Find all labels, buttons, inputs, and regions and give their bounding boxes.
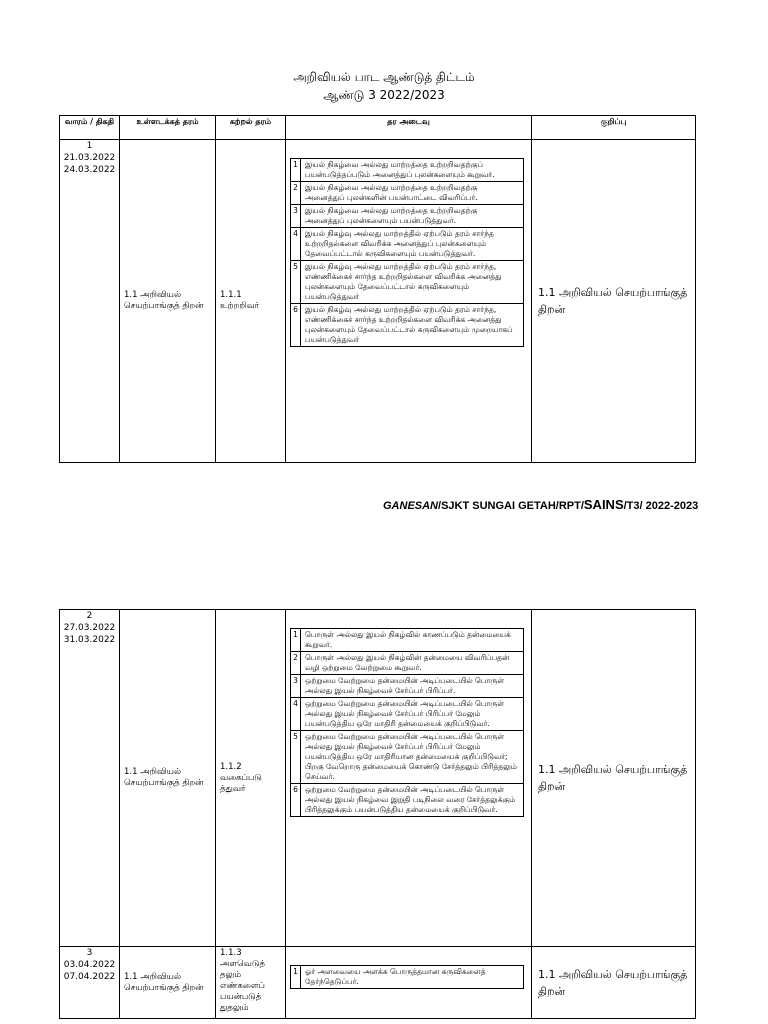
table-row <box>60 610 696 947</box>
level-number: 1 <box>291 966 301 989</box>
week-number: 2 <box>86 611 93 621</box>
level-number: 4 <box>291 228 301 261</box>
table-row <box>60 140 696 463</box>
level-description: இயல் நிகழ்வை அல்லது மாற்றத்தை உற்றறிவதற்கு அனைத்துப் புலன்களையும் பயன்படுத்துவர். <box>301 205 524 228</box>
content-standard: 1.1 அறிவியல் செயற்பாங்குத் திறன் <box>120 140 216 463</box>
footer-author: GANESAN <box>383 500 439 512</box>
level-row <box>291 966 524 989</box>
remark-cell: 1.1 அறிவியல் செயற்பாங்குத் திறன் <box>532 947 696 1019</box>
level-number: 5 <box>291 731 301 784</box>
level-description: ஒற்றுமை வேற்றுமை தன்மையின் அடிப்படையில் பொருள் அல்லது இயல் நிகழ்வைச் சேர்ப்பர் பிரிப்பர் மேலும் பயன்படுத்திய ஒரே மாதிரி தன்மையைக் குறிப்பிடுவர். <box>301 698 524 731</box>
page-title: அறிவியல் பாட ஆண்டுத் திட்டம் <box>293 70 475 84</box>
level-number: 2 <box>291 182 301 205</box>
plan-table-1 <box>59 115 696 463</box>
remark-cell: 1.1 அறிவியல் செயற்பாங்குத் திறன் <box>532 140 696 463</box>
level-number: 3 <box>291 205 301 228</box>
level-description: ஒற்றுமை வேற்றுமை தன்மையின் அடிப்படையில் பொருள் அல்லது இயல் நிகழ்வைச் சேர்ப்பர் பிரிப்பர். <box>301 675 524 698</box>
level-number: 2 <box>291 652 301 675</box>
level-row <box>291 698 524 731</box>
level-description: பொருள் அல்லது இயல் நிகழ்வின் தன்மையை விவரிப்பதன் வழி ஒற்றுமை வேற்றுமை கூறுவர். <box>301 652 524 675</box>
level-row <box>291 205 524 228</box>
level-number: 6 <box>291 304 301 347</box>
level-number: 4 <box>291 698 301 731</box>
page-subtitle: ஆண்டு 3 2022/2023 <box>323 88 445 102</box>
week-cell <box>60 947 120 1019</box>
col-header-note: குறிப்பு <box>532 116 696 140</box>
content-standard: 1.1 அறிவியல் செயற்பாங்குத் திறன் <box>120 947 216 1019</box>
level-number: 1 <box>291 159 301 182</box>
level-description: இயல் நிகழ்வை அல்லது மாற்றத்தை உற்றறிவதற்கு அனைத்துப் புலன்களின் பயன்பாட்டை விவரிப்பர். <box>301 182 524 205</box>
level-number: 6 <box>291 784 301 817</box>
col-header-level: தர அடைவு <box>286 116 532 140</box>
week-cell <box>60 610 120 947</box>
week-start-date: 03.04.2022 <box>63 960 116 970</box>
week-number: 3 <box>86 948 93 958</box>
week-end-date: 31.03.2022 <box>63 635 116 645</box>
level-description: இயல் நிகழ்வு அல்லது மாற்றத்தில் ஏற்படும் தரம் சார்ந்த, எண்ணிக்கைச் சார்ந்த உற்றறிதல்களை விவரிக்க அனைத்து புலன்களையும் தேவைப்பட்டால் கருவிகளையும் முறையாகப் பயன்படுத்துவர் <box>301 304 524 347</box>
col-header-week: வாரம் / திகதி <box>60 116 120 140</box>
level-row <box>291 304 524 347</box>
level-description: ஓர் அளவையை அளக்க பொருத்தமான கருவிகளைத் தேர்ந்தெடுப்பர். <box>301 966 524 989</box>
performance-level-cell <box>286 610 532 947</box>
level-row <box>291 159 524 182</box>
week-number: 1 <box>86 141 93 151</box>
learning-standard: 1.1.3 அளவெடுத் தலும் எண்களைப் பயன்படுத் துதலும் <box>216 947 286 1019</box>
remark-cell: 1.1 அறிவியல் செயற்பாங்குத் திறன் <box>532 610 696 947</box>
level-description: இயல் நிகழ்வு அல்லது மாற்றத்தில் ஏற்படும் தரம் சார்ந்த உற்றறிதல்களை விவரிக்க அனைத்துப் புலன்களையும் தேவைப்பட்டால் கருவிகளையும் பயன்படுத்துவர். <box>301 228 524 261</box>
footer-subject: SAINS <box>583 497 624 512</box>
week-start-date: 21.03.2022 <box>63 153 116 163</box>
level-row <box>291 652 524 675</box>
content-standard: 1.1 அறிவியல் செயற்பாங்குத் திறன் <box>120 610 216 947</box>
level-number: 1 <box>291 629 301 652</box>
level-row <box>291 629 524 652</box>
level-description: பொருள் அல்லது இயல் நிகழ்வில் காணப்படும் தன்மையைக் கூறுவர். <box>301 629 524 652</box>
level-row <box>291 261 524 304</box>
week-end-date: 24.03.2022 <box>63 165 116 175</box>
level-row <box>291 675 524 698</box>
header-row <box>60 116 696 140</box>
learning-standard: 1.1.2 வகைப்படு த்துவர் <box>216 610 286 947</box>
footer-rest: /T3/ 2022-2023 <box>623 500 699 512</box>
week-end-date: 07.04.2022 <box>63 972 116 982</box>
level-row <box>291 784 524 817</box>
level-description: ஒற்றுமை வேற்றுமை தன்மையின் அடிப்படையில் பொருள் அல்லது இயல் நிகழ்வைச் சேர்ப்பர் பிரிப்பர் மேலும் பயன்படுத்திய ஒரே மாதிரியான தன்மையைக் குறிப்பிடுவர்; பிறகு வேறொரு தன்மையைக் கொண்டு சேர்த்தலும் பிரித்தலும் செய்வர். <box>301 731 524 784</box>
level-description: இயல் நிகழ்வை அல்லது மாற்றத்தை உற்றறிவதற்குப் பயன்படுத்தப்படும் அனைத்துப் புலன்களையும் கூறுவர். <box>301 159 524 182</box>
level-number: 5 <box>291 261 301 304</box>
level-row <box>291 731 524 784</box>
col-header-content: உள்ளடக்கத் தரம் <box>120 116 216 140</box>
level-number: 3 <box>291 675 301 698</box>
level-row <box>291 228 524 261</box>
level-row <box>291 182 524 205</box>
performance-level-list <box>290 965 524 989</box>
page-footer <box>383 497 698 512</box>
level-description: ஒற்றுமை வேற்றுமை தன்மையின் அடிப்படையில் பொருள் அல்லது இயல் நிகழ்வை இறுதி படிநிலை வரை சேர்த்தலுக்கும் பிரித்தலுக்கும் பயன்படுத்திய தன்மையைக் குறிப்பிடுவர். <box>301 784 524 817</box>
week-start-date: 27.03.2022 <box>63 623 116 633</box>
learning-standard: 1.1.1 உற்றறிவர் <box>216 140 286 463</box>
performance-level-list <box>290 158 524 347</box>
performance-level-cell <box>286 140 532 463</box>
footer-school: /SJKT SUNGAI GETAH/RPT/ <box>438 500 584 512</box>
performance-level-cell <box>286 947 532 1019</box>
col-header-learning: கற்றல் தரம் <box>216 116 286 140</box>
plan-table-2 <box>59 609 696 1019</box>
table-row <box>60 947 696 1019</box>
week-cell <box>60 140 120 463</box>
level-description: இயல் நிகழ்வு அல்லது மாற்றத்தில் ஏற்படும் தரம் சார்ந்த, எண்ணிக்கைச் சார்ந்த உற்றறிதல்களை விவரிக்க அனைத்து புலன்களையும் தேவைப்பட்டால் கருவிகளையும் பயன்படுத்துவர் <box>301 261 524 304</box>
performance-level-list <box>290 628 524 817</box>
